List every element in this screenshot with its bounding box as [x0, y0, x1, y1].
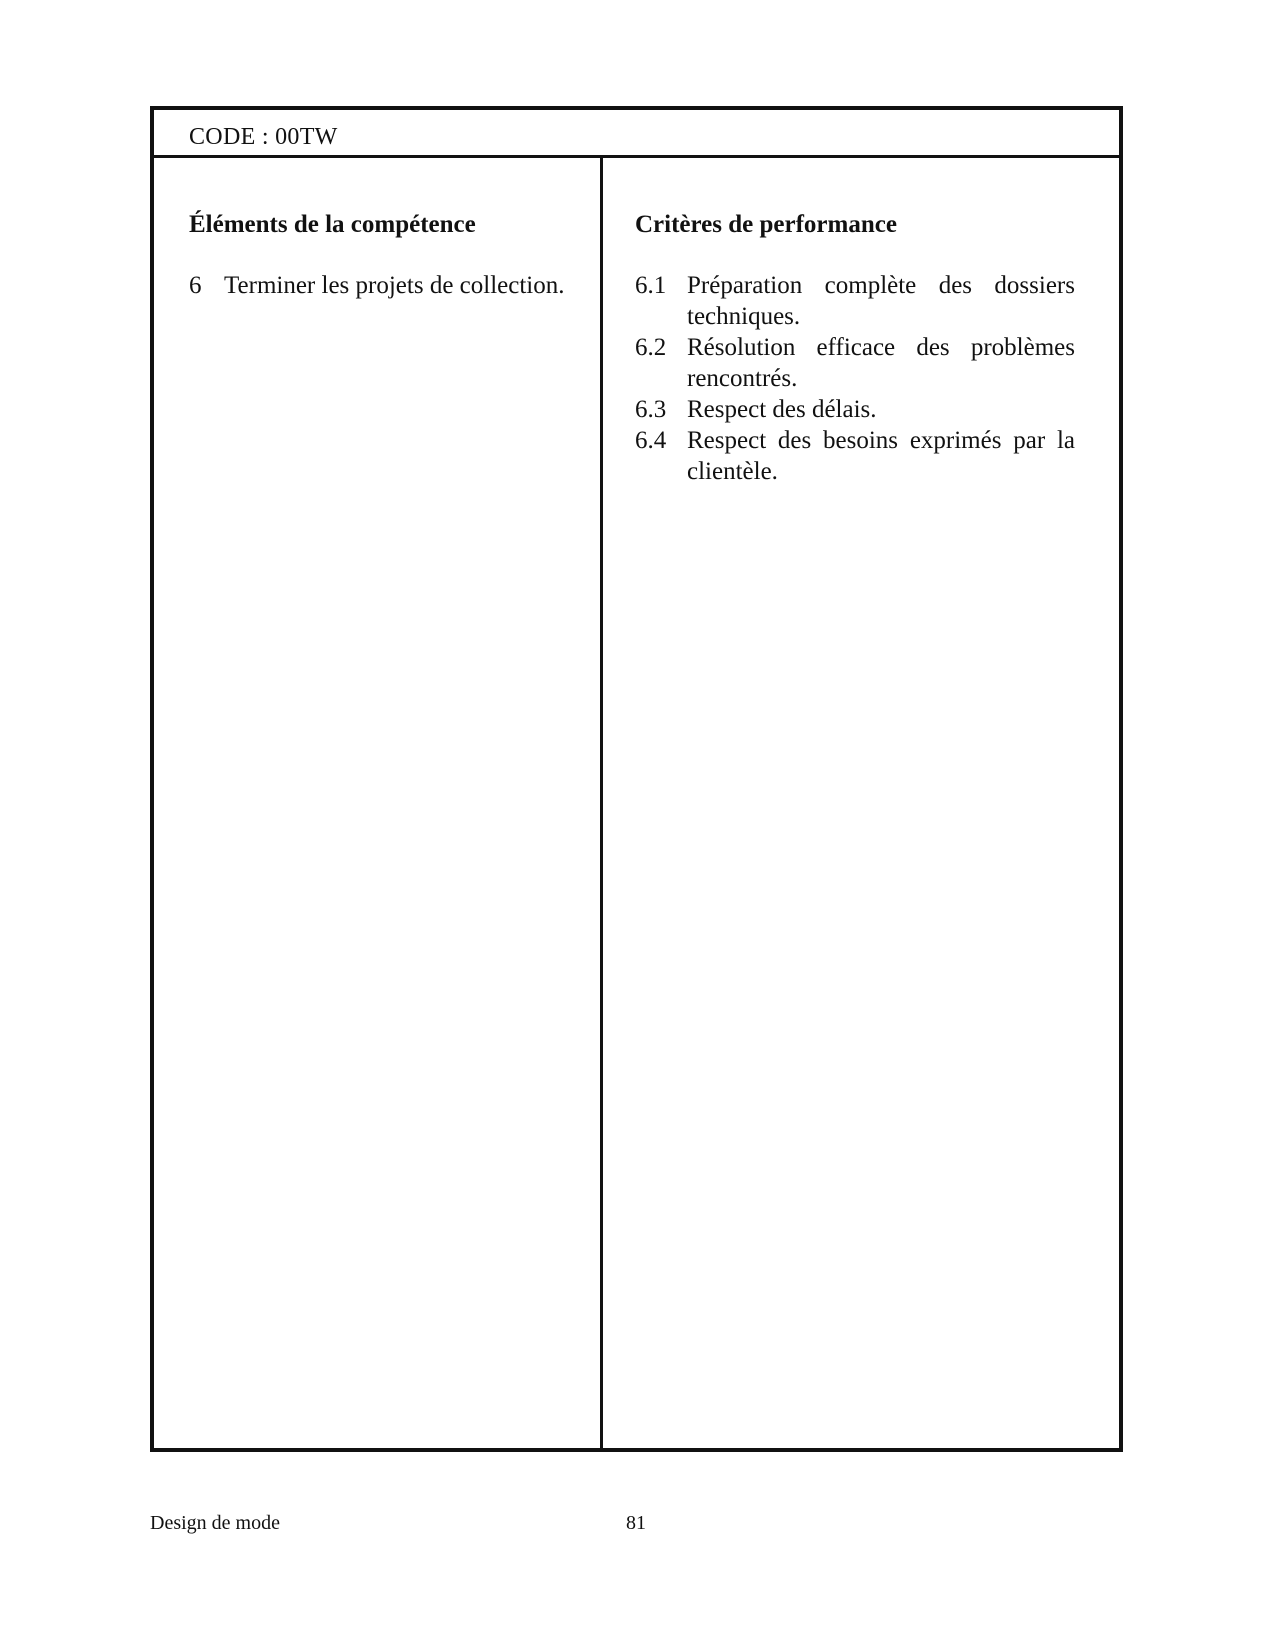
criterion-text: Préparation complète des dossiers techniques.	[687, 272, 1075, 330]
criterion-item	[635, 332, 1075, 394]
criterion-number: 6.1	[635, 272, 667, 299]
criteria-heading: Critères de performance	[635, 211, 897, 238]
column-divider	[600, 158, 603, 1448]
page-number: 81	[626, 1512, 646, 1534]
criterion-item	[635, 425, 1075, 487]
criterion-text: Respect des besoins exprimés par la clientèle.	[687, 427, 1075, 485]
criterion-item	[635, 394, 1075, 425]
element-item	[189, 270, 589, 301]
elements-column	[189, 158, 589, 1448]
criterion-text: Résolution efficace des problèmes rencontrés.	[687, 334, 1075, 392]
criterion-text: Respect des délais.	[687, 396, 877, 423]
element-number: 6	[189, 272, 202, 299]
criterion-number: 6.4	[635, 427, 667, 454]
criterion-item	[635, 270, 1075, 332]
elements-heading: Éléments de la compétence	[189, 211, 476, 238]
criteria-list	[635, 270, 1075, 487]
criteria-column	[635, 158, 1075, 1448]
code-label: CODE : 00TW	[189, 124, 338, 150]
code-row	[154, 110, 1119, 158]
criterion-number: 6.2	[635, 334, 667, 361]
element-text: Terminer les projets de collection.	[224, 272, 565, 299]
competence-table	[150, 106, 1123, 1452]
footer-document-title: Design de mode	[150, 1512, 280, 1534]
criterion-number: 6.3	[635, 396, 667, 423]
